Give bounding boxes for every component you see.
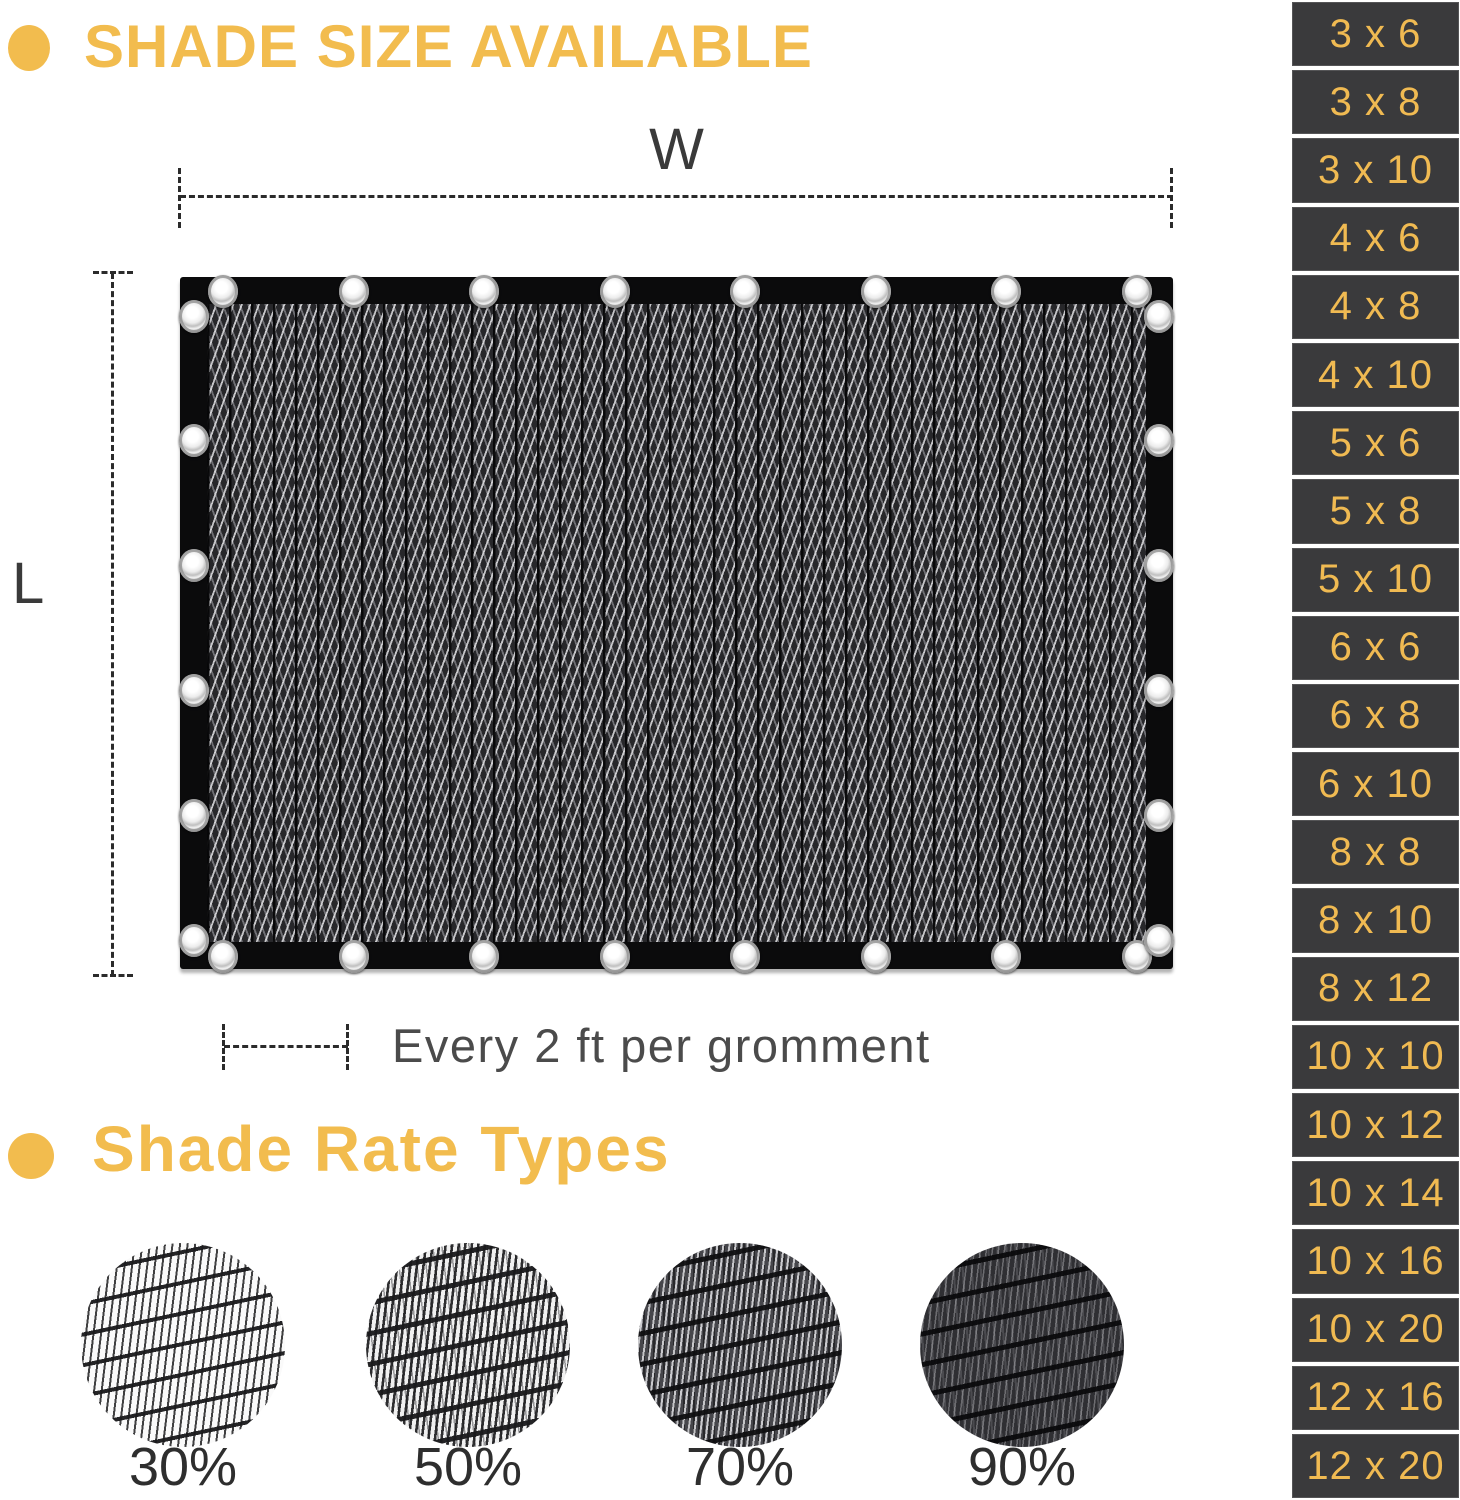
grommet-icon xyxy=(179,549,209,582)
grommet-icon xyxy=(1144,300,1174,333)
shade-sample-30-image xyxy=(81,1243,285,1447)
size-item: 5 x 6 xyxy=(1292,411,1459,475)
grommet-spacing-tick-left xyxy=(222,1024,225,1070)
grommet-icon xyxy=(991,940,1021,973)
width-dimension-tick-left xyxy=(178,168,181,228)
rate-section-title: Shade Rate Types xyxy=(92,1113,671,1185)
shade-net-mesh xyxy=(207,304,1146,942)
shade-sample-70-image xyxy=(638,1243,842,1447)
size-item: 6 x 8 xyxy=(1292,684,1459,748)
grommet-spacing-line xyxy=(224,1045,348,1048)
shade-sample-30-label: 30% xyxy=(128,1437,238,1497)
bullet-icon xyxy=(8,25,50,71)
size-item: 10 x 20 xyxy=(1292,1298,1459,1362)
shade-sample-90-label: 90% xyxy=(967,1437,1077,1497)
size-item: 3 x 8 xyxy=(1292,70,1459,134)
size-item: 4 x 6 xyxy=(1292,207,1459,271)
grommet-icon xyxy=(469,940,499,973)
size-item: 10 x 10 xyxy=(1292,1025,1459,1089)
size-item: 4 x 10 xyxy=(1292,343,1459,407)
grommet-icon xyxy=(179,300,209,333)
shade-sample-90-image xyxy=(920,1243,1124,1447)
size-item: 5 x 10 xyxy=(1292,548,1459,612)
grommet-icon xyxy=(861,940,891,973)
grommet-icon xyxy=(339,275,369,308)
size-item: 4 x 8 xyxy=(1292,275,1459,339)
size-item: 8 x 10 xyxy=(1292,888,1459,952)
size-section-title: SHADE SIZE AVAILABLE xyxy=(84,13,813,80)
length-dimension-line xyxy=(111,273,114,976)
shade-net xyxy=(180,277,1173,969)
grommet-spacing-note: Every 2 ft per gromment xyxy=(392,1019,931,1072)
grommet-icon xyxy=(339,940,369,973)
grommet-icon xyxy=(991,275,1021,308)
grommet-icon xyxy=(600,940,630,973)
size-item: 5 x 8 xyxy=(1292,479,1459,543)
grommet-icon xyxy=(208,940,238,973)
size-item: 8 x 12 xyxy=(1292,957,1459,1021)
grommet-icon xyxy=(1144,924,1174,957)
shade-sample-50-image xyxy=(366,1243,570,1447)
size-item: 6 x 6 xyxy=(1292,616,1459,680)
length-dimension-tick-bottom xyxy=(93,974,133,977)
size-item: 10 x 14 xyxy=(1292,1161,1459,1225)
size-item: 10 x 16 xyxy=(1292,1229,1459,1293)
size-item: 10 x 12 xyxy=(1292,1093,1459,1157)
grommet-icon xyxy=(179,799,209,832)
grommet-icon xyxy=(208,275,238,308)
size-item: 12 x 16 xyxy=(1292,1366,1459,1430)
size-item: 12 x 20 xyxy=(1292,1434,1459,1498)
bullet-icon xyxy=(8,1133,54,1179)
width-dimension-line xyxy=(180,195,1173,198)
grommet-icon xyxy=(179,924,209,957)
size-item: 3 x 6 xyxy=(1292,2,1459,66)
size-item: 8 x 8 xyxy=(1292,820,1459,884)
length-dimension-label: L xyxy=(12,551,45,616)
size-list xyxy=(1292,2,1459,1498)
grommet-icon xyxy=(861,275,891,308)
grommet-icon xyxy=(730,275,760,308)
width-dimension-label: W xyxy=(649,117,704,182)
grommet-icon xyxy=(1144,674,1174,707)
grommet-icon xyxy=(1122,275,1152,308)
grommet-icon xyxy=(730,940,760,973)
grommet-icon xyxy=(600,275,630,308)
grommet-icon xyxy=(469,275,499,308)
grommet-icon xyxy=(179,674,209,707)
shade-sample-70-label: 70% xyxy=(685,1437,795,1497)
size-item: 3 x 10 xyxy=(1292,138,1459,202)
grommet-icon xyxy=(1144,549,1174,582)
width-dimension-tick-right xyxy=(1170,168,1173,228)
grommet-icon xyxy=(179,424,209,457)
grommet-spacing-tick-right xyxy=(346,1024,349,1070)
length-dimension-tick-top xyxy=(93,271,133,274)
grommet-icon xyxy=(1144,799,1174,832)
grommet-icon xyxy=(1144,424,1174,457)
shade-sample-50-label: 50% xyxy=(413,1437,523,1497)
size-item: 6 x 10 xyxy=(1292,752,1459,816)
